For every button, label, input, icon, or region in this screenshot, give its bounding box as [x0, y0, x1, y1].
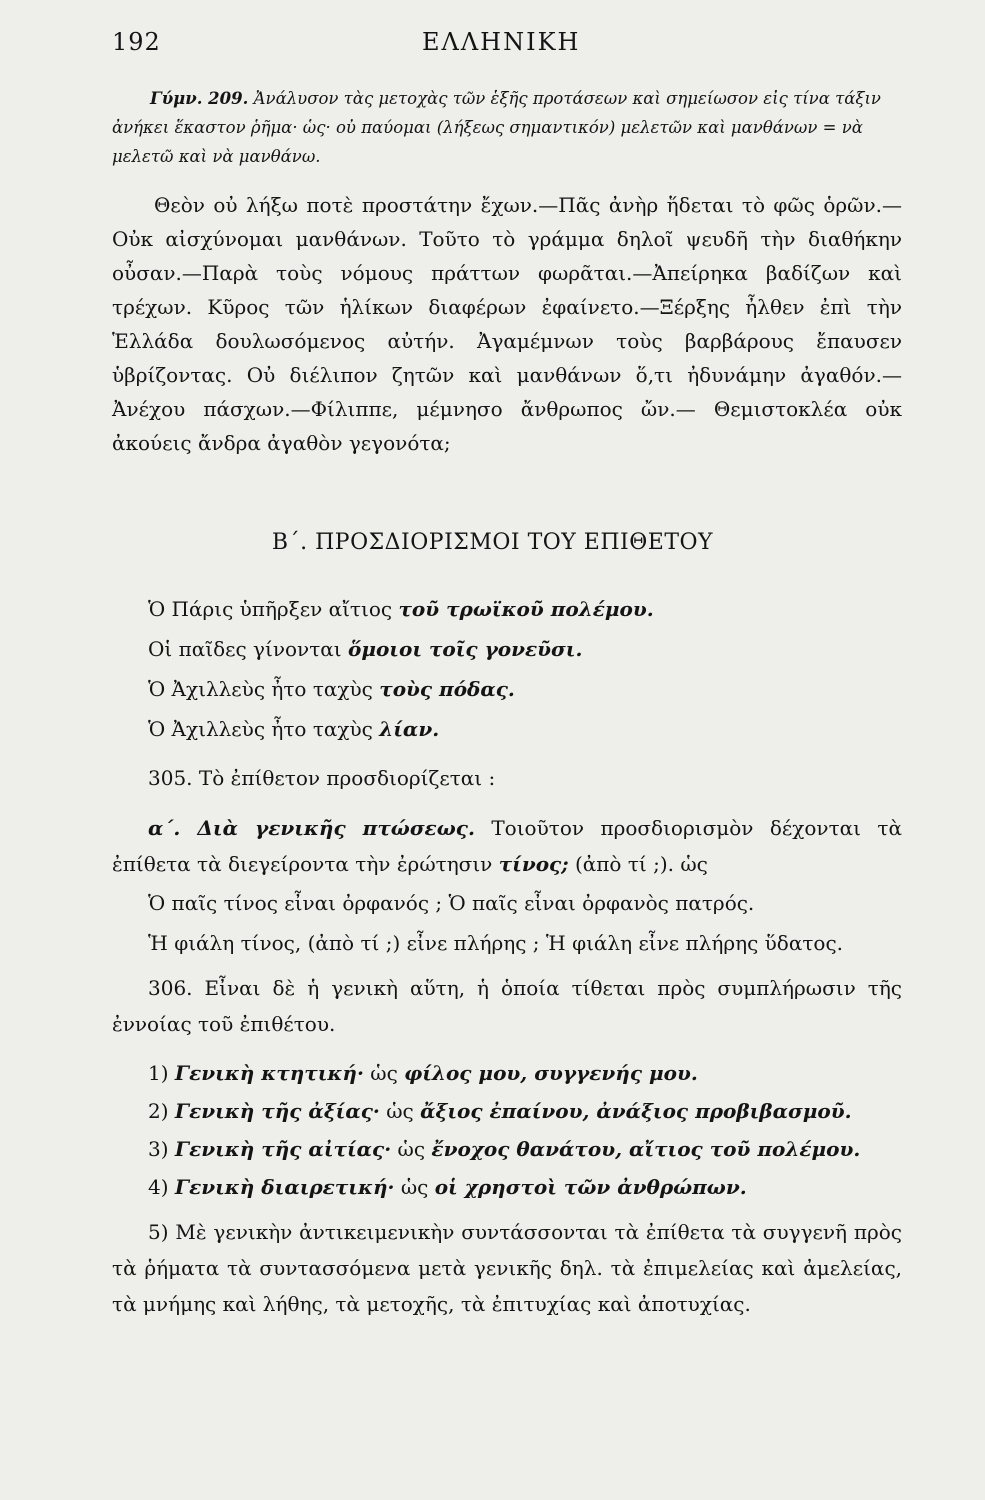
rule-alpha [112, 810, 902, 882]
rule-alpha-label: α΄. Διὰ γενικῆς πτώσεως. [148, 816, 475, 840]
genitive-type-item [148, 1096, 852, 1126]
example-emphasis: τοῦ τρωϊκοῦ πολέμου. [398, 597, 654, 621]
rule-305 [112, 760, 902, 796]
exercise-block [112, 84, 902, 171]
item-number: 1) [148, 1061, 169, 1085]
example-line [148, 634, 582, 664]
rule-305-text: 305. Τὸ ἐπίθετον προσδιορίζεται : [148, 766, 496, 790]
example-line [148, 674, 515, 704]
page-number: 192 [112, 28, 161, 56]
example-emphasis: τοὺς πόδας. [379, 677, 515, 701]
exercise-label: Γύμν. 209. [150, 89, 249, 108]
example-text: Ὁ Ἀχιλλεὺς ἦτο ταχὺς [148, 717, 380, 741]
item-connector: ὡς [391, 1137, 432, 1161]
paragraph-5: 5) Μὲ γενικὴν ἀντικειμενικὴν συντάσσονται τὰ ἐπίθετα τὰ συγγενῆ πρὸς τὰ ῥήματα τὰ συντασσόμενα μετὰ γενικῆς δηλ. τὰ ἐπιμελείας καὶ ἀμελείας, τὰ μνήμης καὶ λήθης, τὰ μετοχῆς, τὰ ἐπιτυχίας καὶ ἀποτυχίας. [112, 1220, 902, 1316]
item-examples: ἔνοχος θανάτου, αἴτιος τοῦ πολέμου. [431, 1137, 861, 1161]
example-emphasis: ὅμοιοι τοῖς γονεῦσι. [347, 637, 583, 661]
rule-alpha-text: Τοιοῦτον προσδιορισμὸν δέχονται τὰ ἐπίθετα τὰ διεγείροντα τὴν ἐρώτησιν [112, 816, 902, 876]
rule-alpha-emphasis: τίνος; [498, 852, 569, 876]
exercise-sentences: Θεὸν οὐ λήξω ποτὲ προστάτην ἔχων.—Πᾶς ἀνὴρ ἥδεται τὸ φῶς ὁρῶν.—Οὐκ αἰσχύνομαι μανθάνων. Τοῦτο τὸ γράμμα δηλοῖ ψευδῆ τὴν διαθήκην οὖσαν.—Παρὰ τοὺς νόμους πράττων φωρᾶται.—Ἀπείρηκα βαδίζων καὶ τρέχων. Κῦρος τῶν ἡλίκων διαφέρων ἐφαίνετο.—Ξέρξης ἦλθεν ἐπὶ τὴν Ἑλλάδα δουλωσόμενος αὐτήν. Ἀγαμέμνων τοὺς βαρβάρους ἔπαυσεν ὑβρίζοντας. Οὐ διέλιπον ζητῶν καὶ μανθάνων ὅ,τι ἠδυνάμην ἀγαθόν.—Ἀνέχου πάσχων.—Φίλιππε, μέμνησο ἄνθρωπος ὤν.— Θεμιστοκλέα οὐκ ἀκούεις ἄνδρα ἀγαθὸν γεγονότα; [112, 193, 902, 455]
item-connector: ὡς [394, 1175, 435, 1199]
item-type: Γενικὴ κτητική· [174, 1061, 364, 1085]
example-text: Ὁ Πάρις ὑπῆρξεν αἴτιος [148, 597, 399, 621]
rule-alpha-text-end: (ἀπὸ τί ;). ὡς [568, 852, 708, 876]
page-header [112, 22, 892, 62]
rule-306 [112, 970, 902, 1042]
genitive-type-item [148, 1058, 698, 1088]
example-line [148, 594, 654, 624]
alpha-example-line: Ἡ φιάλη τίνος, (ἀπὸ τί ;) εἶνε πλήρης ; Ἡ φιάλη εἶνε πλήρης ὕδατος. [148, 931, 843, 955]
item-number: 3) [148, 1137, 169, 1161]
exercise-instruction: Ἀνάλυσον τὰς μετοχὰς τῶν ἑξῆς προτάσεων καὶ σημείωσον εἰς τίνα τάξιν ἀνήκει ἕκαστον ῥῆμα· ὡς· οὐ παύομαι (λήξεως σημαντικόν) μελετῶν καὶ μανθάνων = νὰ μελετῶ καὶ νὰ μανθάνω. [112, 89, 881, 166]
example-text: Ὁ Ἀχιλλεὺς ἦτο ταχὺς [148, 677, 380, 701]
item-type: Γενικὴ τῆς αἰτίας· [174, 1137, 392, 1161]
item-type: Γενικὴ τῆς ἀξίας· [174, 1099, 380, 1123]
item-examples: φίλος μου, συγγενής μου. [404, 1061, 698, 1085]
item-examples: ἄξιος ἐπαίνου, ἀνάξιος προβιβασμοῦ. [420, 1099, 852, 1123]
item-connector: ὡς [363, 1061, 405, 1085]
item-examples: οἱ χρηστοὶ τῶν ἀνθρώπων. [434, 1175, 747, 1199]
section-title: Β΄. ΠΡΟΣΔΙΟΡΙΣΜΟΙ ΤΟΥ ΕΠΙΘΕΤΟΥ [271, 530, 714, 555]
genitive-type-item [148, 1172, 747, 1202]
alpha-example-line: Ὁ παῖς τίνος εἶναι ὀρφανός ; Ὁ παῖς εἶναι ὀρφανὸς πατρός. [148, 891, 755, 915]
item-connector: ὡς [379, 1099, 421, 1123]
example-emphasis: λίαν. [379, 717, 440, 741]
item-number: 2) [148, 1099, 169, 1123]
exercise-instruction-paragraph [112, 84, 902, 171]
rule-306-text: 306. Εἶναι δὲ ἡ γενικὴ αὕτη, ἡ ὁποία τίθεται πρὸς συμπλήρωσιν τῆς ἐννοίας τοῦ ἐπιθέτου. [112, 976, 902, 1036]
example-line [148, 714, 439, 744]
item-type: Γενικὴ διαιρετική· [174, 1175, 395, 1199]
genitive-type-item [148, 1134, 860, 1164]
running-head: ΕΛΛΗΝΙΚΗ [422, 28, 581, 56]
item-number: 4) [148, 1175, 169, 1199]
example-text: Οἱ παῖδες γίνονται [148, 637, 348, 661]
